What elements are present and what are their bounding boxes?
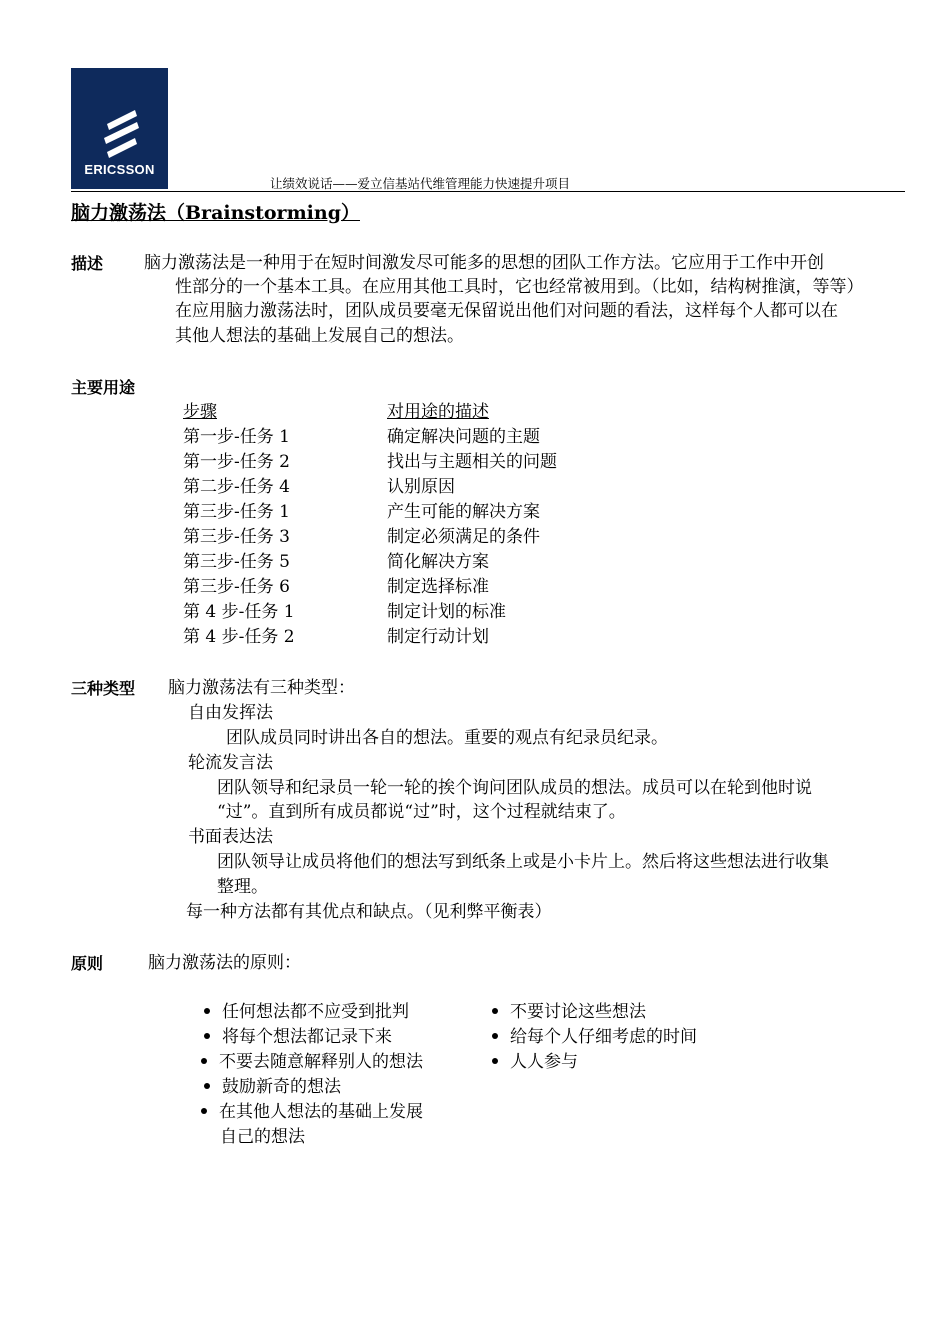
type-free-desc: 团队成员同时讲出各自的想法。重要的观点有纪录员纪录。 — [226, 728, 668, 748]
description-label: 描述 — [71, 254, 104, 273]
list-item: 在其他人想法的基础上发展 — [201, 1100, 423, 1125]
uses-row-desc: 制定行动计划 — [387, 627, 489, 647]
type-written-desc-2: 整理。 — [217, 877, 268, 897]
uses-row-desc: 制定计划的标准 — [387, 602, 506, 622]
list-item: 将每个想法都记录下来 — [204, 1025, 392, 1050]
bullet-icon — [492, 1033, 498, 1039]
types-summary: 每一种方法都有其优点和缺点。（见利弊平衡表） — [186, 902, 552, 922]
list-item: 不要去随意解释别人的想法 — [201, 1050, 423, 1075]
description-line-2: 性部分的一个基本工具。在应用其他工具时，它也经常被用到。（比如，结构树推演，等等） — [175, 277, 864, 297]
uses-row-step: 第一步-任务 2 — [183, 452, 290, 472]
uses-col-desc-header: 对用途的描述 — [387, 402, 489, 422]
uses-row-desc: 认别原因 — [387, 477, 455, 497]
uses-row-step: 第三步-任务 5 — [183, 552, 290, 572]
list-item: 不要讨论这些想法 — [492, 1000, 646, 1025]
uses-row-desc: 简化解决方案 — [387, 552, 489, 572]
bullet-icon — [204, 1033, 210, 1039]
type-turn-desc-2: “过”。直到所有成员都说“过”时，这个过程就结束了。 — [217, 802, 626, 822]
list-item: 人人参与 — [492, 1050, 578, 1075]
bullet-icon — [492, 1008, 498, 1014]
uses-row-step: 第 4 步-任务 1 — [183, 602, 295, 622]
list-item: 给每个人仔细考虑的时间 — [492, 1025, 697, 1050]
type-turn-desc-1: 团队领导和纪录员一轮一轮的挨个询问团队成员的想法。成员可以在轮到他时说 — [217, 778, 812, 798]
description-line-3: 在应用脑力激荡法时，团队成员要毫无保留说出他们对问题的看法，这样每个人都可以在 — [175, 301, 838, 321]
logo-wordmark: ERICSSON — [84, 162, 155, 177]
list-item-continuation: 自己的想法 — [220, 1127, 305, 1147]
uses-row-step: 第三步-任务 6 — [183, 577, 290, 597]
bullet-icon — [204, 1008, 210, 1014]
uses-row-desc: 制定选择标准 — [387, 577, 489, 597]
uses-row-desc: 产生可能的解决方案 — [387, 502, 540, 522]
list-item: 鼓励新奇的想法 — [204, 1075, 341, 1100]
type-written-desc-1: 团队领导让成员将他们的想法写到纸条上或是小卡片上。然后将这些想法进行收集 — [217, 852, 829, 872]
bullet-icon — [492, 1058, 498, 1064]
bullet-icon — [204, 1083, 210, 1089]
type-free-title: 自由发挥法 — [188, 703, 273, 723]
principles-intro: 脑力激荡法的原则： — [148, 953, 301, 973]
bullet-icon — [201, 1058, 207, 1064]
header-divider — [71, 191, 905, 192]
uses-row-step: 第三步-任务 1 — [183, 502, 290, 522]
type-written-title: 书面表达法 — [188, 827, 273, 847]
types-intro: 脑力激荡法有三种类型： — [168, 678, 355, 698]
page-title: 脑力激荡法（Brainstorming） — [71, 202, 360, 224]
header-subtitle: 让绩效说话——爱立信基站代维管理能力快速提升项目 — [270, 176, 571, 191]
description-line-1: 脑力激荡法是一种用于在短时间激发尽可能多的思想的团队工作方法。它应用于工作中开创 — [144, 253, 824, 273]
uses-row-desc: 确定解决问题的主题 — [387, 427, 540, 447]
uses-row-step: 第二步-任务 4 — [183, 477, 290, 497]
uses-row-step: 第 4 步-任务 2 — [183, 627, 295, 647]
bullet-icon — [201, 1108, 207, 1114]
type-turn-title: 轮流发言法 — [188, 753, 273, 773]
ericsson-logo — [71, 68, 168, 189]
uses-col-step-header: 步骤 — [183, 402, 217, 422]
types-label: 三种类型 — [71, 679, 136, 698]
description-line-4: 其他人想法的基础上发展自己的想法。 — [175, 326, 464, 346]
uses-row-step: 第三步-任务 3 — [183, 527, 290, 547]
uses-row-step: 第一步-任务 1 — [183, 427, 290, 447]
uses-label: 主要用途 — [71, 378, 136, 397]
principles-label: 原则 — [71, 954, 104, 973]
uses-row-desc: 找出与主题相关的问题 — [387, 452, 557, 472]
list-item: 任何想法都不应受到批判 — [204, 1000, 409, 1025]
uses-row-desc: 制定必须满足的条件 — [387, 527, 540, 547]
